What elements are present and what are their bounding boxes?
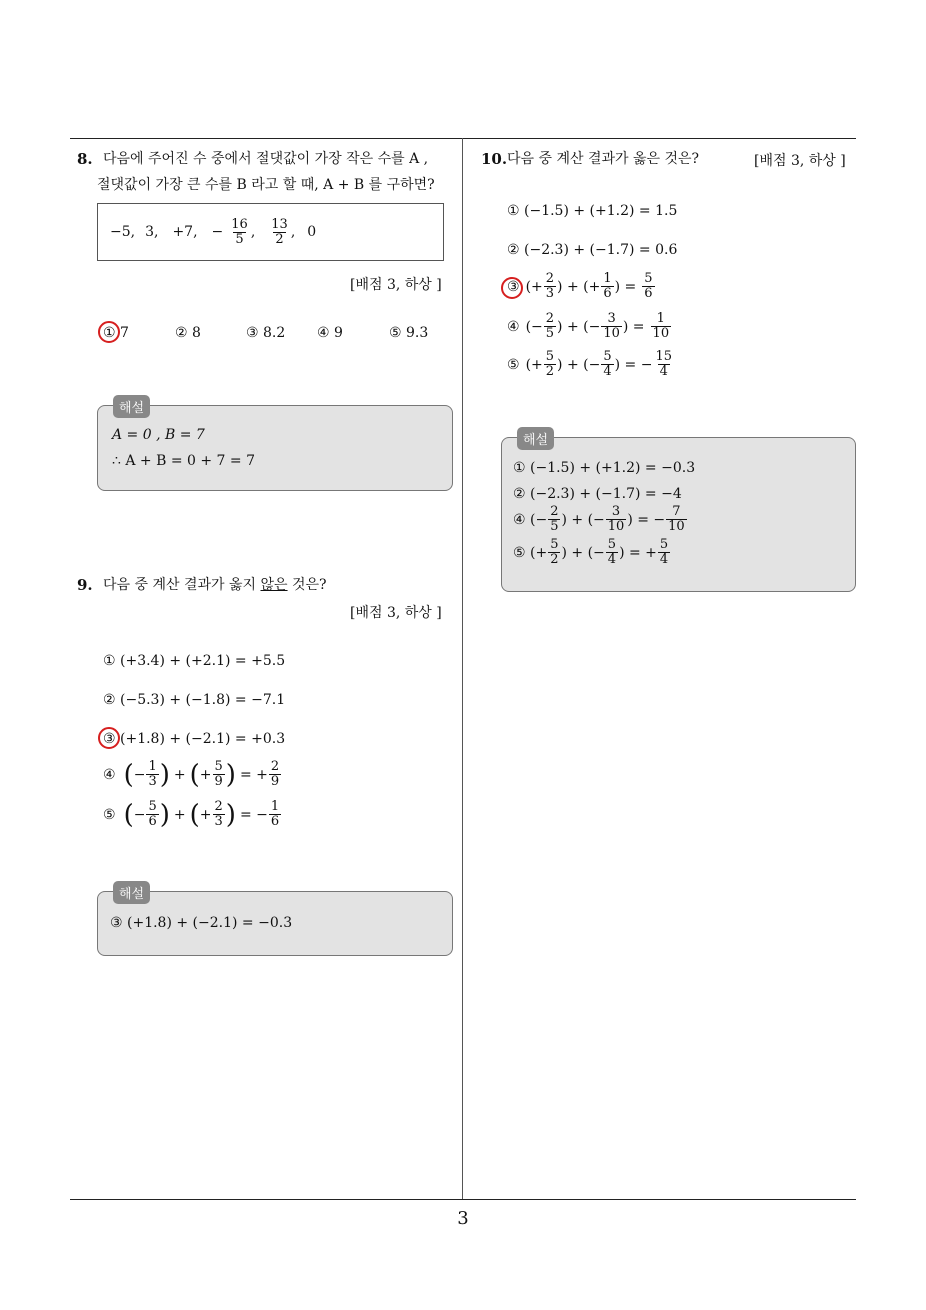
q9-solution-line1: ③ (+1.8) + (−2.1) = −0.3 [110, 915, 293, 931]
q9-number: 9. [77, 576, 93, 594]
q9-choice-2[interactable]: ② (−5.3) + (−1.8) = −7.1 [103, 692, 286, 708]
q8-score: [배점 3, 하상 ] [350, 277, 442, 293]
q10-solution-line4: ⑤ (+ $\frac{5}{2}$ ) + (− $\frac{5}{4}$ ) = + $\frac{5}{4}$ [513, 537, 669, 567]
q10-choice-5[interactable]: ⑤ (+ $\frac{5}{2}$ ) + (− $\frac{5}{4}$ ) = − $\frac{15}{4}$ [507, 349, 672, 379]
q8-choice-3[interactable]: ③ 8.2 [246, 325, 286, 341]
q10-solution-line2: ② (−2.3) + (−1.7) = −4 [513, 486, 682, 502]
q9-choice-1[interactable]: ① (+3.4) + (+2.1) = +5.5 [103, 653, 286, 669]
page-number: 3 [457, 1208, 469, 1229]
q8-choice-2[interactable]: ② 8 [175, 325, 201, 341]
answer-mark-circle [501, 277, 523, 299]
answer-mark-circle [98, 727, 120, 749]
q8-choice-1[interactable]: ① 7 [103, 325, 129, 341]
q9-solution-tag: 해설 [113, 881, 150, 904]
given-number-2: 3, [145, 224, 159, 240]
q8-given-numbers-box: −5, 3, +7, − $\frac{16}{5}$ , $\frac{13}{2}$ , 0 [97, 203, 444, 261]
q8-solution-tag: 해설 [113, 395, 150, 418]
q10-solution-tag: 해설 [517, 427, 554, 450]
q8-solution-box [97, 405, 453, 491]
column-divider [462, 138, 463, 1200]
given-number-4-fraction: $\frac{16}{5}$ [231, 216, 248, 247]
q10-text: 다음 중 계산 결과가 옳은 것은? [507, 151, 700, 167]
q10-choice-2[interactable]: ② (−2.3) + (−1.7) = 0.6 [507, 242, 678, 258]
q9-score: [배점 3, 하상 ] [350, 605, 442, 621]
q8-solution-line1: A = 0 , B = 7 [112, 427, 205, 443]
q8-text-line2: 절댓값이 가장 큰 수를 B 라고 할 때, A + B 를 구하면? [97, 177, 435, 193]
given-number-5-fraction: $\frac{13}{2}$ [271, 216, 288, 247]
q9-emphasis: 않은 [260, 577, 288, 593]
bottom-rule [70, 1199, 856, 1200]
q8-number: 8. [77, 150, 93, 168]
q9-choice-4[interactable]: ④ ( − $\frac{1}{3}$ ) + ( + $\frac{5}{9}$ ) = + $\frac{2}{9}$ [103, 759, 280, 790]
given-number-4-sign: − [211, 224, 224, 240]
q9-choice-5[interactable]: ⑤ ( − $\frac{5}{6}$ ) + ( + $\frac{2}{3}$ ) = − $\frac{1}{6}$ [103, 799, 280, 830]
given-number-6: 0 [307, 224, 317, 240]
q10-number: 10. [481, 150, 508, 168]
q10-choice-1[interactable]: ① (−1.5) + (+1.2) = 1.5 [507, 203, 678, 219]
top-rule [70, 138, 856, 139]
q9-text: 다음 중 계산 결과가 옳지 않은 것은? [103, 577, 327, 593]
answer-mark-circle [98, 321, 120, 343]
q8-choice-4[interactable]: ④ 9 [317, 325, 343, 341]
given-number-1: −5, [110, 224, 136, 240]
q10-score: [배점 3, 하상 ] [754, 153, 846, 169]
q10-solution-line3: ④ (− $\frac{2}{5}$ ) + (− $\frac{3}{10}$ ) = − $\frac{7}{10}$ [513, 504, 685, 534]
q8-solution-line2: ∴ A + B = 0 + 7 = 7 [112, 453, 256, 469]
q10-solution-line1: ① (−1.5) + (+1.2) = −0.3 [513, 460, 696, 476]
q8-text-line1: 다음에 주어진 수 중에서 절댓값이 가장 작은 수를 A , [103, 151, 429, 167]
given-number-3: +7, [172, 224, 198, 240]
q8-choice-5[interactable]: ⑤ 9.3 [389, 325, 429, 341]
q10-choice-3[interactable]: ③ (+ $\frac{2}{3}$ ) + (+ $\frac{1}{6}$ ) = $\frac{5}{6}$ [507, 271, 653, 301]
q10-choice-4[interactable]: ④ (− $\frac{2}{5}$ ) + (− $\frac{3}{10}$ ) = $\frac{1}{10}$ [507, 311, 670, 341]
q9-choice-3[interactable]: ③ (+1.8) + (−2.1) = +0.3 [103, 731, 286, 747]
